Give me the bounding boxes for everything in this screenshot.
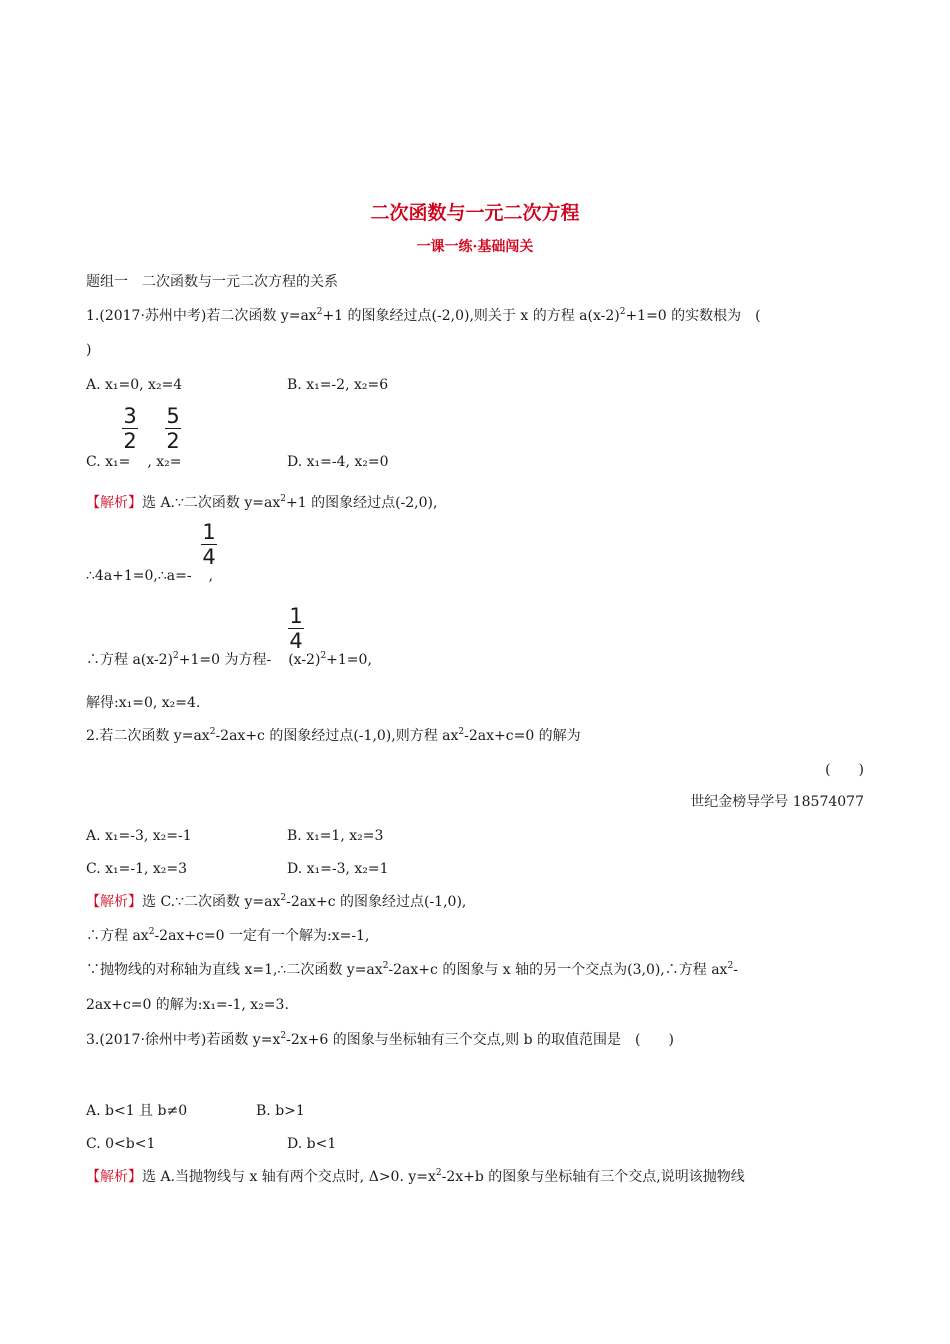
q1-option-b: B. x₁=-2, x₂=6 <box>287 377 389 393</box>
q2-stem: 2.若二次函数 $y=ax^2-2ax+c$ 的图象经过点(-1,0),则方程 $ax^2-2ax+c=0$ 的解为 <box>86 727 581 744</box>
q1-solution-fraction-a: 1 4 <box>202 520 216 570</box>
q3-option-a: A. b<1 且 b≠0 <box>86 1103 188 1119</box>
q2-answer-paren: ( ) <box>825 762 864 778</box>
q2-code: 世纪金榜导学号 18574077 <box>690 794 864 810</box>
q2-solution-line-2: ∴方程 $ax^2-2ax+c=0$ 一定有一个解为:x=-1, <box>86 927 370 944</box>
q2-solution-line-4: 2ax+c=0 的解为:x₁=-1, x₂=3. <box>86 997 289 1013</box>
q3-option-d: D. b<1 <box>287 1136 337 1152</box>
q1-solution-line-1: 【解析】选 A.∵二次函数 $y=ax^2+1$ 的图象经过点(-2,0), <box>86 494 438 511</box>
q1-option-c: C. x₁= , x₂= <box>86 454 182 470</box>
q3-solution-line-1: 【解析】选 A.当抛物线与 x 轴有两个交点时, Δ>0. $y=x^2-2x+b$ 的图象与坐标轴有三个交点,说明该抛物线 <box>86 1168 745 1185</box>
q1-option-d: D. x₁=-4, x₂=0 <box>287 454 389 470</box>
group-heading: 题组一 二次函数与一元二次方程的关系 <box>86 274 338 290</box>
q3-option-b: B. b>1 <box>256 1103 305 1119</box>
q2-option-a: A. x₁=-3, x₂=-1 <box>86 828 192 844</box>
page-title: 二次函数与一元二次方程 <box>370 202 580 224</box>
q1-option-c-fraction-1: 3 2 <box>123 404 137 454</box>
q3-stem: 3.(2017·徐州中考)若函数 $y=x^2-2x+6$ 的图象与坐标轴有三个交点,则 b 的取值范围是 ( ) <box>86 1031 674 1048</box>
page-subtitle: 一课一练·基础闯关 <box>416 239 534 255</box>
q1-solution-line-3: ∴方程 $a(x-2)^2+1=0$ 为方程- $(x-2)^2+1=0$, <box>86 651 372 668</box>
q1-option-a: A. x₁=0, x₂=4 <box>86 377 183 393</box>
q2-solution-line-1: 【解析】选 C.∵二次函数 $y=ax^2-2ax+c$ 的图象经过点(-1,0), <box>86 893 467 910</box>
q2-solution-line-3: ∵抛物线的对称轴为直线 x=1,∴二次函数 $y=ax^2-2ax+c$ 的图象与 x 轴的另一个交点为(3,0),∴方程 $ax^2-$ <box>86 961 738 978</box>
q2-option-c: C. x₁=-1, x₂=3 <box>86 861 188 877</box>
q2-option-b: B. x₁=1, x₂=3 <box>287 828 384 844</box>
q2-option-d: D. x₁=-3, x₂=1 <box>287 861 389 877</box>
q1-stem: 1.(2017·苏州中考)若二次函数 $y=ax^2+1$ 的图象经过点(-2,0),则关于 x 的方程 $a(x-2)^2+1=0$ 的实数根为 ( <box>86 307 761 324</box>
q1-solution-line-4: 解得:x₁=0, x₂=4. <box>86 695 201 711</box>
q1-stem-close: ) <box>86 342 92 358</box>
q1-option-c-fraction-2: 5 2 <box>166 404 180 454</box>
q1-solution-fraction-b: 1 4 <box>289 604 303 654</box>
q1-solution-line-2: ∴4a+1=0,∴a=- , <box>86 568 214 584</box>
q3-option-c: C. 0<b<1 <box>86 1136 156 1152</box>
